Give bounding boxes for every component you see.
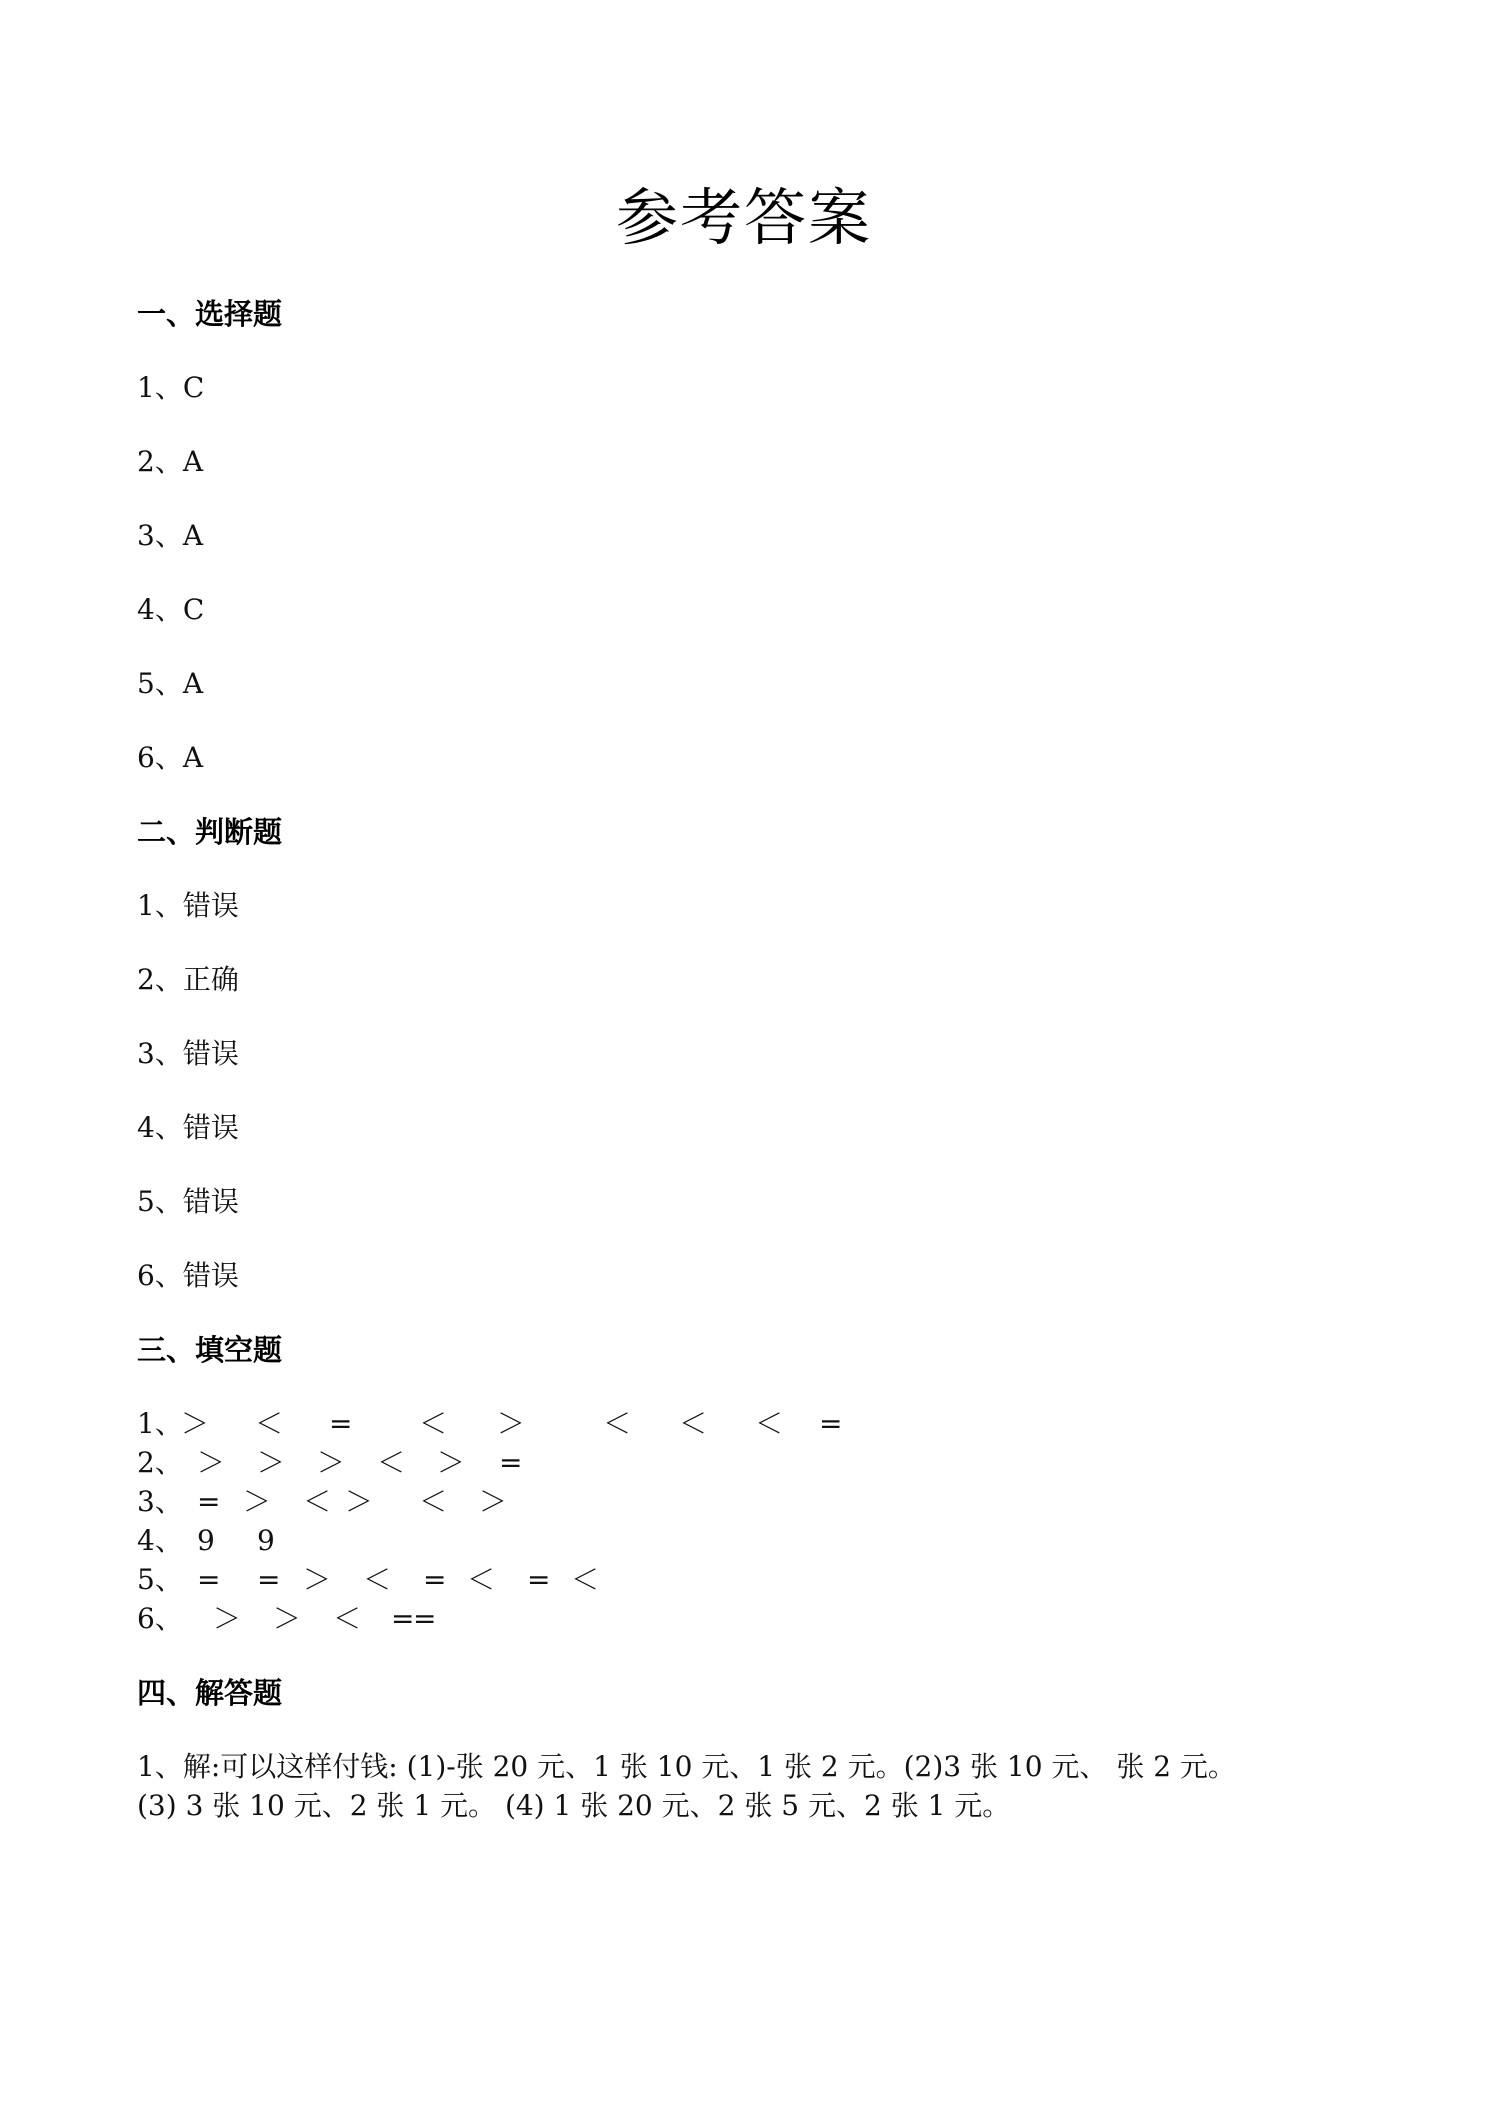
- answer-mark: =: [197, 1485, 221, 1518]
- answer-mark: ＞: [479, 1485, 508, 1518]
- section-heading-solution: 四、解答题: [137, 1676, 283, 1710]
- section-heading-judgement: 二、判断题: [137, 815, 283, 849]
- answer-mark: ＞: [213, 1602, 242, 1635]
- page-title: 参考答案: [615, 181, 872, 254]
- answer-mark: =: [197, 1563, 221, 1596]
- judgement-answer-3: 3、错误: [137, 1037, 239, 1070]
- answer-mark: ＜: [419, 1407, 448, 1440]
- solution-line-2: (3) 3 张 10 元、2 张 1 元。 (4) 1 张 20 元、2 张 5 元、2 张 1 元。: [137, 1789, 1011, 1822]
- answer-mark: ＞: [197, 1446, 226, 1479]
- choice-answer-4: 4、C: [137, 593, 205, 626]
- judgement-answer-1: 1、错误: [137, 889, 239, 922]
- answer-mark: =: [819, 1407, 843, 1440]
- answer-mark: ＜: [755, 1407, 784, 1440]
- row-number: 3、: [137, 1485, 183, 1518]
- answer-mark: ＞: [317, 1446, 346, 1479]
- row-number: 2、: [137, 1446, 183, 1479]
- answer-mark: ＞: [257, 1446, 286, 1479]
- judgement-answer-2: 2、正确: [137, 963, 239, 996]
- answer-mark: ＜: [333, 1602, 362, 1635]
- answer-mark: =: [527, 1563, 551, 1596]
- answer-mark: 9: [257, 1524, 275, 1557]
- answer-mark: ＞: [273, 1602, 302, 1635]
- answer-mark: =: [499, 1446, 523, 1479]
- row-number: 4、: [137, 1524, 183, 1557]
- choice-answer-3: 3、A: [137, 519, 204, 552]
- answer-mark: 9: [197, 1524, 215, 1557]
- row-number: 1、: [137, 1407, 183, 1440]
- answer-mark: ＜: [255, 1407, 284, 1440]
- answer-mark: =: [257, 1563, 281, 1596]
- row-number: 6、: [137, 1602, 183, 1635]
- row-number: 5、: [137, 1563, 183, 1596]
- answer-mark: =: [423, 1563, 447, 1596]
- answer-mark: ＞: [345, 1485, 374, 1518]
- judgement-answer-6: 6、错误: [137, 1259, 239, 1292]
- judgement-answer-4: 4、错误: [137, 1111, 239, 1144]
- answer-mark: ＞: [243, 1485, 272, 1518]
- answer-mark: ＞: [181, 1407, 210, 1440]
- choice-answer-6: 6、A: [137, 741, 204, 774]
- answer-mark: ＜: [679, 1407, 708, 1440]
- answer-mark: =: [413, 1602, 437, 1635]
- answer-mark: ＞: [497, 1407, 526, 1440]
- choice-answer-2: 2、A: [137, 445, 204, 478]
- answer-mark: =: [329, 1407, 353, 1440]
- answer-mark: ＞: [303, 1563, 332, 1596]
- answer-mark: ＜: [419, 1485, 448, 1518]
- answer-mark: ＜: [603, 1407, 632, 1440]
- judgement-answer-5: 5、错误: [137, 1185, 239, 1218]
- answer-mark: ＞: [437, 1446, 466, 1479]
- section-heading-choice: 一、选择题: [137, 297, 283, 331]
- answer-mark: ＜: [363, 1563, 392, 1596]
- answer-mark: ＜: [303, 1485, 332, 1518]
- answer-mark: ＜: [571, 1563, 600, 1596]
- answer-mark: ＜: [377, 1446, 406, 1479]
- choice-answer-5: 5、A: [137, 667, 204, 700]
- answer-mark: ＜: [467, 1563, 496, 1596]
- answer-mark: =: [391, 1602, 415, 1635]
- choice-answer-1: 1、C: [137, 371, 205, 404]
- solution-line-1: 1、解:可以这样付钱: (1)-张 20 元、1 张 10 元、1 张 2 元。(2)3 张 10 元、 张 2 元。: [137, 1750, 1236, 1783]
- section-heading-fill-blank: 三、填空题: [137, 1333, 283, 1367]
